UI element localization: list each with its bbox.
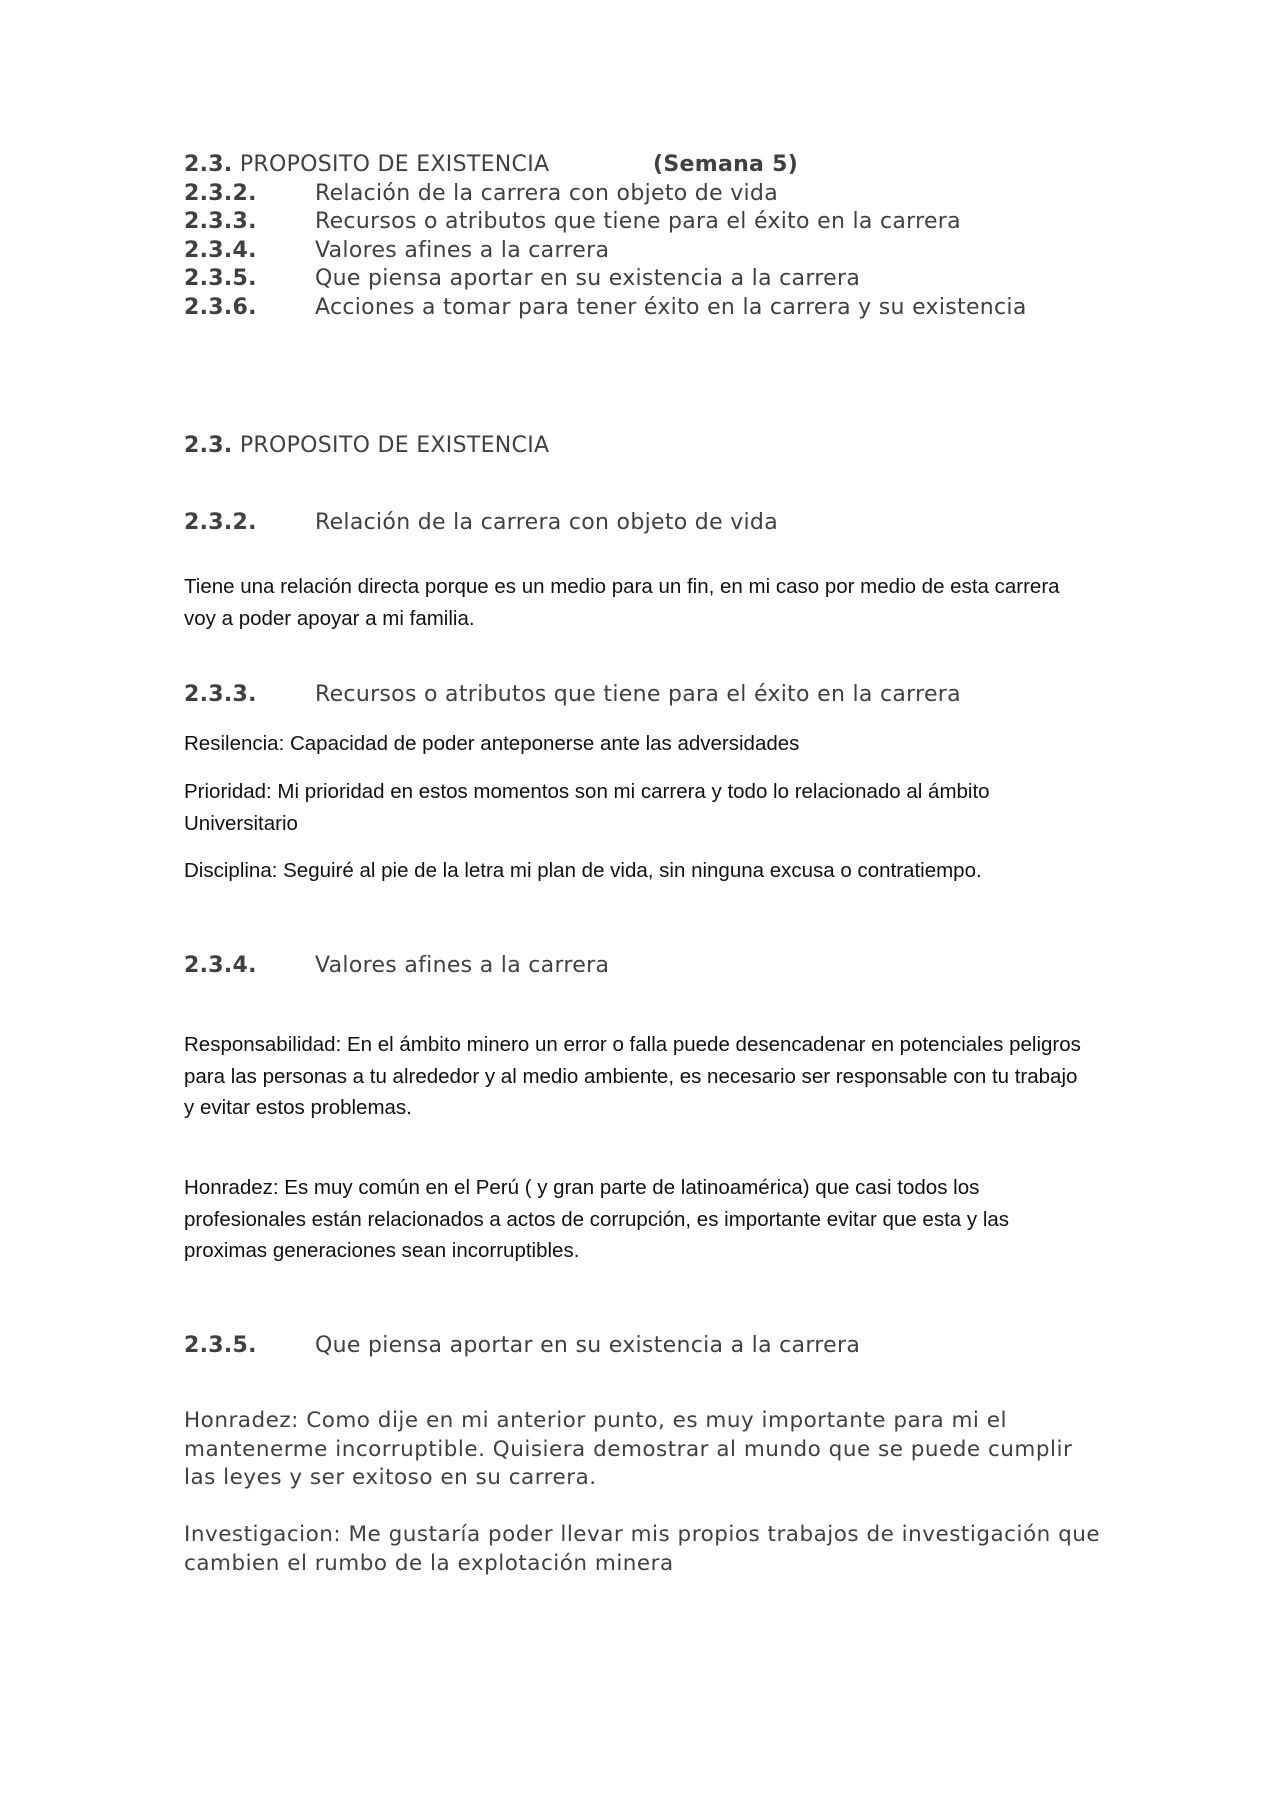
toc-item-number: 2.3.4. (184, 237, 257, 263)
section-title: PROPOSITO DE EXISTENCIA (239, 433, 550, 458)
subsection-number: 2.3.2. (184, 510, 257, 535)
subsection-title: Valores afines a la carrera (315, 953, 610, 978)
toc-week-label: (Semana 5) (653, 152, 799, 177)
toc-title-text: PROPOSITO DE EXISTENCIA (239, 152, 550, 177)
paragraph-233-disciplina: Disciplina: Seguiré al pie de la letra mi plan de vida, sin ninguna excusa o contratiempo. (184, 859, 982, 882)
subsection-number: 2.3.5. (184, 1333, 257, 1358)
toc-title-line (184, 151, 799, 179)
subsection-number: 2.3.4. (184, 953, 257, 978)
paragraph-235-investigacion: Investigacion: Me gustaría poder llevar mis propios trabajos de investigación que cambien el rumbo de la explotación minera (184, 1522, 1101, 1576)
paragraph-233-resilencia: Resilencia: Capacidad de poder anteponerse ante las adversidades (184, 732, 800, 755)
subsection-title: Relación de la carrera con objeto de vida (315, 510, 778, 535)
toc-item-number: 2.3.3. (184, 209, 257, 234)
toc-item-text: Valores afines a la carrera (315, 237, 610, 263)
toc-item (184, 237, 609, 265)
subsection-heading-233 (184, 681, 961, 709)
subsection-title: Recursos o atributos que tiene para el éxito en la carrera (315, 682, 961, 707)
toc-item-text: Relación de la carrera con objeto de vida (315, 180, 778, 206)
paragraph-235-honradez: Honradez: Como dije en mi anterior punto, es muy importante para mi el mantenerme incorruptible. Quisiera demostrar al mundo que se puede cumplir las leyes y ser exitoso en su carrera. (184, 1408, 1073, 1490)
subsection-title: Que piensa aportar en su existencia a la carrera (315, 1333, 861, 1358)
subsection-number: 2.3.3. (184, 682, 257, 707)
section-number: 2.3. (184, 433, 233, 458)
paragraph-233-prioridad: Prioridad: Mi prioridad en estos momentos son mi carrera y todo lo relacionado al ámbito Universitario (184, 780, 990, 835)
toc-item (184, 180, 778, 208)
paragraph-234-honradez: Honradez: Es muy común en el Perú ( y gran parte de latinoamérica) que casi todos los profesionales están relacionados a actos de corrupción, es importante evitar que esta y las proximas generaciones sean incorruptibles. (184, 1176, 1010, 1262)
toc-item-text: Que piensa aportar en su existencia a la carrera (315, 266, 861, 291)
section-heading (184, 432, 549, 460)
toc-item-number: 2.3.2. (184, 180, 257, 206)
toc-item (184, 265, 860, 293)
toc-title-number: 2.3. (184, 152, 233, 177)
paragraph-234-responsabilidad: Responsabilidad: En el ámbito minero un error o falla puede desencadenar en potenciales peligros para las personas a tu alrededor y al medio ambiente, es necesario ser responsable con tu trabajo y evitar estos problemas. (184, 1033, 1081, 1119)
subsection-heading-235 (184, 1332, 860, 1360)
paragraph-232-relation: Tiene una relación directa porque es un medio para un fin, en mi caso por medio de esta carrera voy a poder apoyar a mi familia. (184, 575, 1060, 630)
toc-item-number: 2.3.6. (184, 294, 257, 320)
subsection-heading-232 (184, 509, 778, 537)
subsection-heading-234 (184, 952, 609, 980)
toc-item (184, 294, 1027, 322)
toc-item-text: Acciones a tomar para tener éxito en la carrera y su existencia (315, 294, 1027, 320)
toc-item (184, 208, 961, 236)
toc-item-number: 2.3.5. (184, 266, 257, 291)
toc-item-text: Recursos o atributos que tiene para el éxito en la carrera (315, 209, 961, 234)
